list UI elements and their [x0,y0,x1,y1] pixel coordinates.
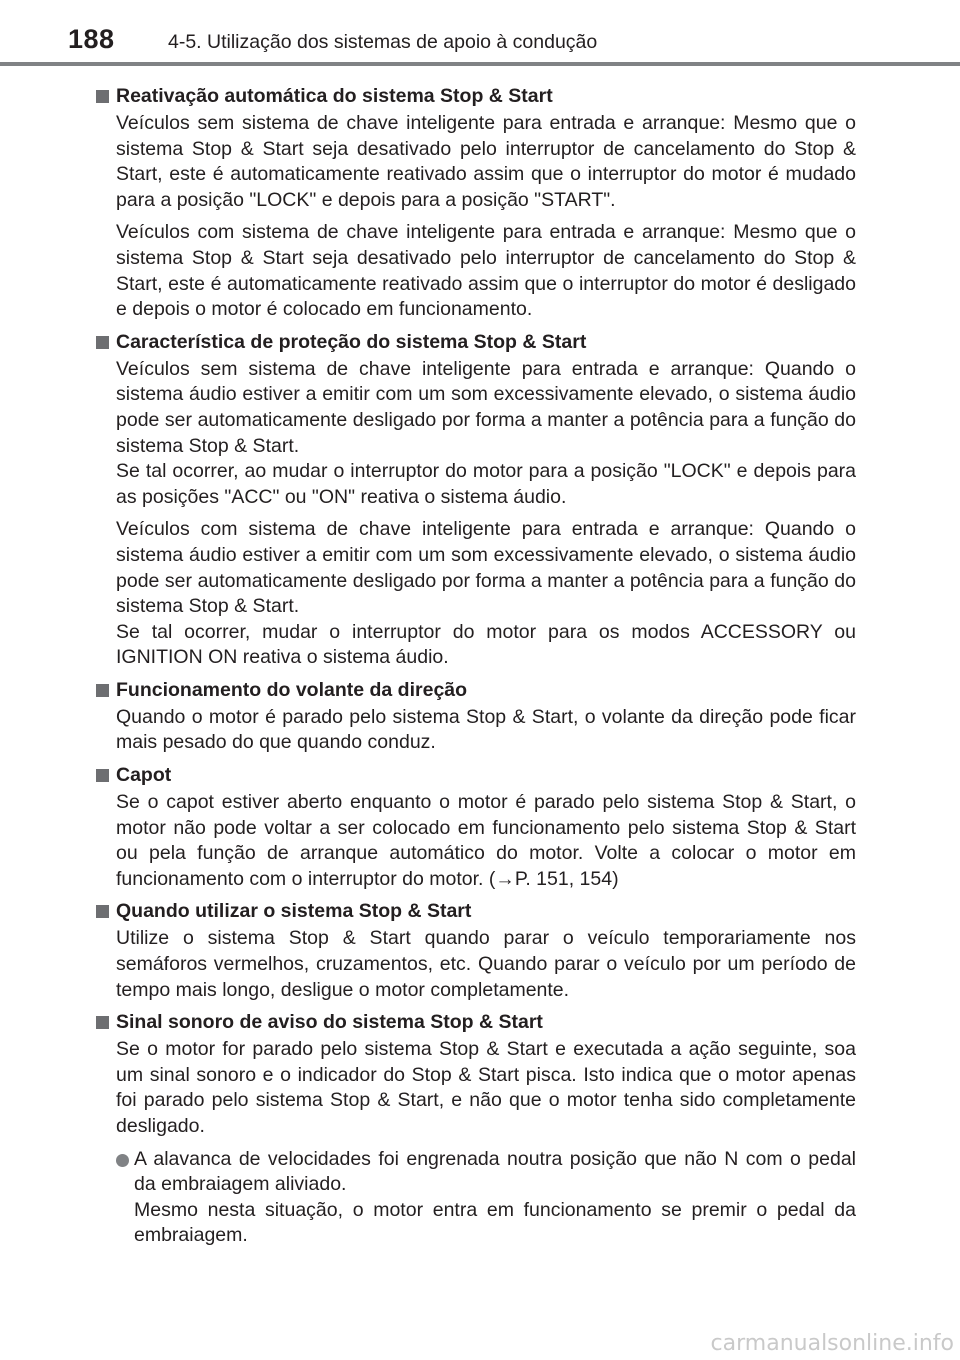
section-title: Sinal sonoro de aviso do sistema Stop & Start [96,1010,856,1035]
section-protection-feature [96,330,856,671]
paragraph: Se o capot estiver aberto enquanto o motor é parado pelo sistema Stop & Start, o motor não pode voltar a ser colocado em funcionamento pelo sistema Stop & Start ou pela função de arranque automático do motor. Volte a colocar o motor em funcionamento com o interruptor do motor. (→P. 151, 154) [116,791,856,890]
section-hood [96,763,856,892]
paragraph: Veículos com sistema de chave inteligente para entrada e arranque: Quando o sistema áudio estiver a emitir com um som excessivamente elevado, o sistema áudio pode ser automaticamente desligado por forma a manter a potência para a função do sistema Stop & Start. [116,518,856,618]
square-bullet-icon [96,905,109,918]
section-steering-wheel [96,678,856,756]
section-title: Funcionamento do volante da direção [96,678,856,703]
square-bullet-icon [96,769,109,782]
list-item: A alavanca de velocidades foi engrenada noutra posição que não N com o pedal da embraiagem aliviado. Mesmo nesta situação, o motor entra em funcionamento se premir o pedal da embraiagem. [116,1147,856,1249]
page-header [0,0,960,64]
section-auto-reactivation [96,84,856,323]
paragraph: Veículos sem sistema de chave inteligente para entrada e arranque: Quando o sistema áudio estiver a emitir com um som excessivamente elevado, o sistema áudio pode ser automaticamente desligado por forma a manter a potência para a função do sistema Stop & Start. [116,357,856,457]
page-number: 188 [68,24,115,54]
section-title: Capot [96,763,856,788]
square-bullet-icon [96,1016,109,1029]
square-bullet-icon [96,336,109,349]
round-bullet-icon [116,1154,129,1167]
section-title: Característica de proteção do sistema Stop & Start [96,330,856,355]
header-rule [0,62,960,66]
chapter-title: 4-5. Utilização dos sistemas de apoio à condução [168,31,598,53]
paragraph: Utilize o sistema Stop & Start quando parar o veículo temporariamente nos semáforos vermelhos, cruzamentos, etc. Quando parar o veículo por um período de tempo mais longo, desligue o motor completamente. [116,927,856,1001]
paragraph: Se o motor for parado pelo sistema Stop & Start e executada a ação seguinte, soa um sinal sonoro e o indicador do Stop & Start pisca. Isto indica que o motor apenas foi parado pelo sistema Stop & Start, e não que o motor tenha sido completamente desligado. [116,1038,856,1137]
section-title: Reativação automática do sistema Stop & Start [96,84,856,109]
paragraph: Quando o motor é parado pelo sistema Stop & Start, o volante da direção pode ficar mais pesado do que quando conduz. [116,705,856,754]
paragraph: Veículos com sistema de chave inteligente para entrada e arranque: Mesmo que o sistema Stop & Start seja desativado pelo interruptor de cancelamento do Stop & Start, este é automaticamente reativado assim que o interruptor do motor é desligado e depois o motor é colocado em funcionamento. [116,221,856,321]
paragraph: Veículos sem sistema de chave inteligente para entrada e arranque: Mesmo que o sistema Stop & Start seja desativado pelo interruptor de cancelamento do Stop & Start, este é automaticamente reativado assim que o interruptor do motor é mudado para a posição "LOCK" e depois para a posição "START". [116,112,856,211]
watermark: carmanualsonline.info [710,1331,954,1356]
section-warning-buzzer [96,1010,856,1249]
paragraph: Se tal ocorrer, ao mudar o interruptor do motor para a posição "LOCK" e depois para as posições "ACC" ou "ON" reativa o sistema áudio. [116,460,856,508]
page-content [96,80,856,1255]
paragraph: Se tal ocorrer, mudar o interruptor do motor para os modos ACCESSORY ou IGNITION ON reativa o sistema áudio. [116,620,856,669]
section-when-to-use [96,899,856,1003]
section-title: Quando utilizar o sistema Stop & Start [96,899,856,924]
square-bullet-icon [96,90,109,103]
square-bullet-icon [96,684,109,697]
